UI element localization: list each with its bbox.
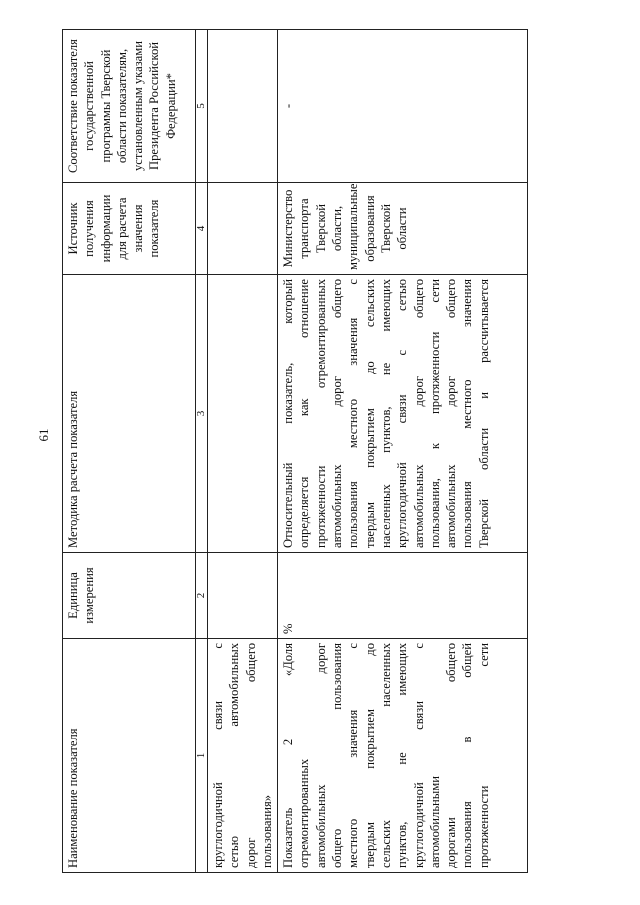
header-indicator-name: Наименование показателя [63, 639, 196, 873]
table-row [278, 30, 528, 873]
text-line: населенных пунктов, не имеющих [378, 279, 393, 548]
text-line: дорог общего [243, 643, 258, 868]
header-method: Методика расчета показателя [63, 275, 196, 553]
header-unit: Единица измерения [63, 553, 196, 639]
text-line: дорогами общего [444, 643, 459, 868]
method-cell [208, 275, 278, 553]
text-line: транспорта [297, 198, 312, 259]
text-line: автомобильных дорог общего [330, 279, 345, 548]
unit-cell: % [278, 553, 528, 639]
text-line: Министерство [281, 189, 296, 268]
text-line: твердым покрытием до [362, 643, 377, 868]
method-cell [278, 275, 528, 553]
indicator-name-cell [208, 639, 278, 873]
text-line: автомобильных дорог общего [411, 279, 426, 548]
text-line: Относительный показатель, который [281, 279, 296, 548]
text-line: сельских населенных [378, 643, 393, 868]
text-line: пользования в общей [460, 643, 475, 868]
text-line: протяженности отремонтированных [313, 279, 328, 548]
text-line: Показатель 2 «Доля [281, 643, 296, 868]
text-line: местного значения с [346, 643, 361, 868]
text-line: отремонтированных [297, 758, 312, 868]
text-line: пользования местного значения с [346, 279, 361, 548]
text-line: пунктов, не имеющих [395, 643, 410, 868]
text-line: определяется как отношение [297, 279, 312, 548]
text-line: общего пользования [330, 643, 345, 868]
text-line: сетью автомобильных [227, 643, 242, 868]
text-line: автомобильных дорог [313, 643, 328, 868]
page-number: 61 [36, 428, 51, 442]
text-line: круглогодичной связи с [211, 643, 225, 868]
column-number: 4 [196, 183, 208, 275]
column-number: 2 [196, 553, 208, 639]
column-number: 3 [196, 275, 208, 553]
text-line: круглогодичной связи с сетью [395, 279, 410, 548]
compliance-cell [208, 30, 278, 183]
text-line: образования [362, 195, 377, 262]
text-line: протяженности сети [476, 643, 491, 868]
source-cell [278, 183, 528, 275]
text-line: Тверской [313, 204, 328, 253]
text-line: пользования, к протяженности сети [427, 279, 442, 548]
indicator-name-cell [278, 639, 528, 873]
header-compliance: Соответствие показателя государственной программы Тверской области показателям, установленным указами Президента Российской Федерации* [63, 30, 196, 183]
header-source: Источник получения информации для расчета значения показателя [63, 183, 196, 275]
text-line: круглогодичной связи с [411, 643, 426, 868]
column-number-row [196, 30, 208, 873]
text-line: автомобильными [427, 776, 442, 868]
text-line: автомобильных дорог общего [444, 279, 459, 548]
text-line: пользования» [259, 794, 274, 868]
text-line: Тверской области и рассчитывается [476, 279, 491, 548]
compliance-cell: - [278, 30, 528, 183]
text-line: области, [330, 205, 345, 252]
text-line: твердым покрытием до сельских [362, 279, 377, 548]
text-line: муниципальные [346, 183, 361, 270]
text-line: пользования местного значения [460, 279, 475, 548]
indicators-table [62, 29, 528, 873]
text-line: Тверской области [378, 204, 410, 253]
unit-cell [208, 553, 278, 639]
header-row [63, 30, 196, 873]
source-cell [208, 183, 278, 275]
column-number: 1 [196, 639, 208, 873]
rotated-table-wrapper [62, 30, 491, 873]
table-row [208, 30, 278, 873]
column-number: 5 [196, 30, 208, 183]
